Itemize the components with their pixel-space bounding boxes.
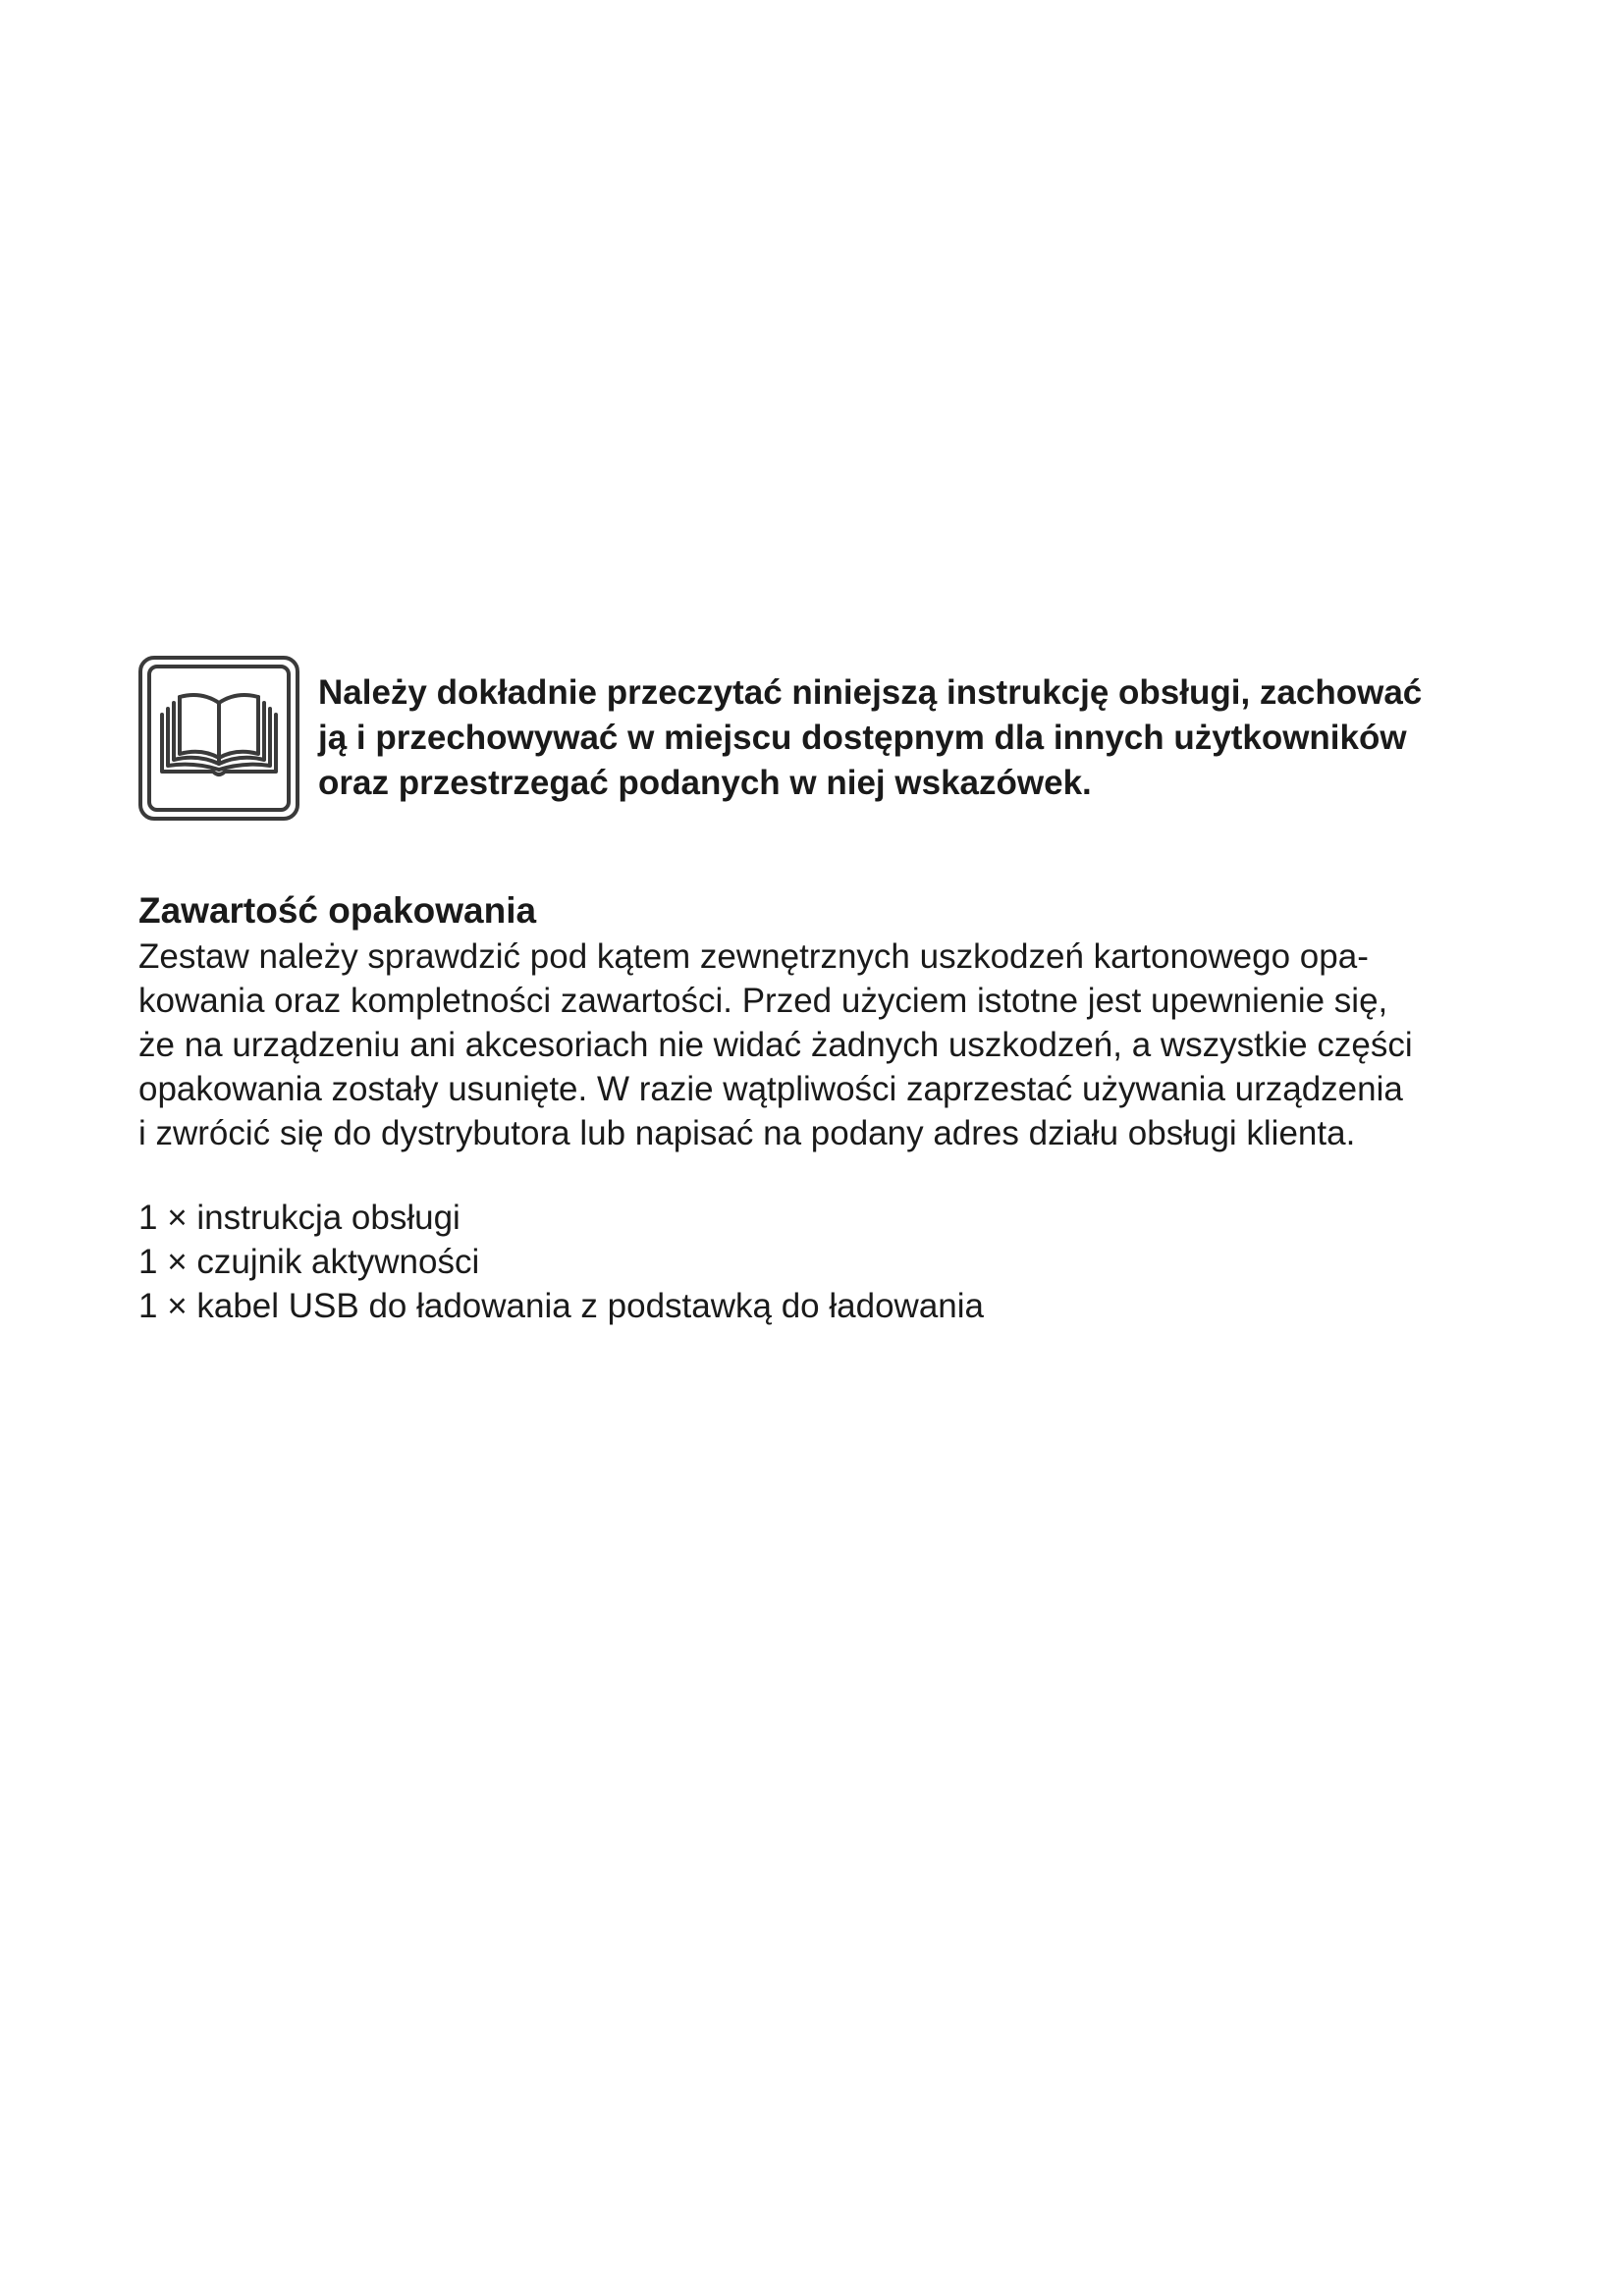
body-line: że na urządzeniu ani akcesoriach nie widać żadnych uszkodzeń, a wszystkie części xyxy=(138,1026,1413,1064)
read-manual-notice xyxy=(138,656,1513,825)
body-line: i zwrócić się do dystrybutora lub napisać na podany adres działu obsługi klienta. xyxy=(138,1114,1356,1152)
list-item: 1 × czujnik aktywności xyxy=(138,1243,480,1281)
body-line: Zestaw należy sprawdzić pod kątem zewnętrznych uszkodzeń kartonowego opa- xyxy=(138,937,1369,976)
body-line: opakowania zostały usunięte. W razie wątpliwości zaprzestać używania urządzenia xyxy=(138,1070,1403,1108)
list-item: 1 × instrukcja obsługi xyxy=(138,1199,460,1237)
notice-line: Należy dokładnie przeczytać niniejszą instrukcję obsługi, zachować xyxy=(318,673,1423,712)
body-line: kowania oraz kompletności zawartości. Przed użyciem istotne jest upewnienie się, xyxy=(138,982,1388,1020)
notice-line: ją i przechowywać w miejscu dostępnym dla innych użytkowników xyxy=(318,719,1407,757)
read-manual-icon xyxy=(138,656,299,821)
section-title: Zawartość opakowania xyxy=(138,890,537,931)
list-item: 1 × kabel USB do ładowania z podstawką do ładowania xyxy=(138,1287,984,1325)
section-body xyxy=(138,934,1513,1155)
package-contents-section xyxy=(138,887,1513,1155)
contents-list xyxy=(138,1196,1513,1328)
read-manual-text xyxy=(318,670,1516,806)
notice-line: oraz przestrzegać podanych w niej wskazówek. xyxy=(318,764,1092,802)
